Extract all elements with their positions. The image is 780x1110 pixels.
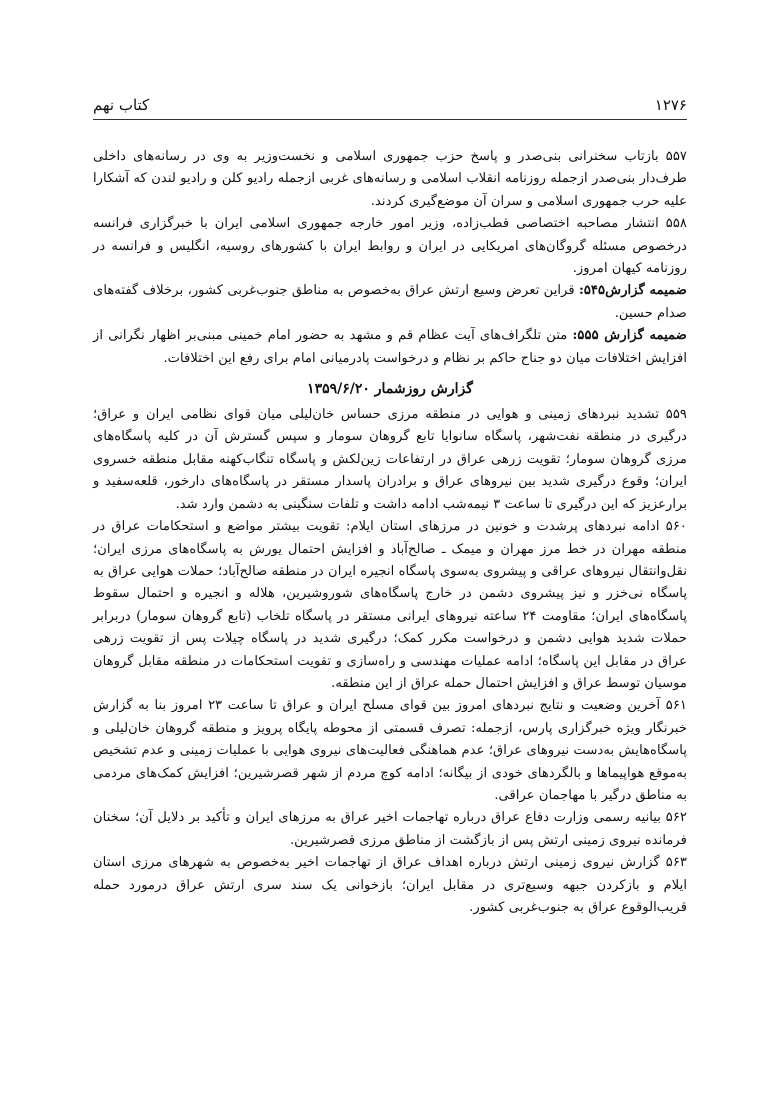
entry-text: انتشار مصاحبه اختصاصی قطب‌زاده، وزیر امور خارجه جمهوری اسلامی ایران با خبرگزاری فرانسه درخصوص مسئله گروگان‌های امریکایی در ایران و روابط ایران با کشورهای روسیه، انگلیس و فرانسه در روزنامه کیهان امروز. bbox=[93, 216, 687, 277]
list-item bbox=[93, 852, 687, 919]
annex-item bbox=[93, 325, 687, 370]
entry-number: ۵۶۲ bbox=[665, 810, 687, 826]
page-number: ۱۲۷۶ bbox=[654, 96, 687, 114]
entry-number: ۵۵۸ bbox=[665, 216, 687, 232]
annex-item bbox=[93, 280, 687, 325]
annex-text: قراین تعرض وسیع ارتش عراق به‌خصوص به مناطق جنوب‌غربی کشور، برخلاف گفته‌های صدام حسین. bbox=[93, 283, 687, 321]
entry-text: تشدید نبردهای زمینی و هوایی در منطقه مرزی حساس خان‌لیلی میان قوای نظامی ایران و عراق؛ درگیری در منطقه نفت‌شهر، پاسگاه سانوایا تابع گروهان سومار و سپس گسترش آن در کلیه پاسگاه‌های مرزی گروهان سومار؛ تقویت زرهی عراق در ارتفاعات زین‌لکش و پاسگاه تنگاب‌کهنه مقابل منطقه خسروی ایران؛ وقوع درگیری شدید بین نیروهای عراق و برادران پاسدار مستقر در پاسگاه‌های دارخور، قلعه‌سفید و برارعزیز که این درگیری تا ساعت ۳ نیمه‌شب ادامه داشت و تلفات سنگینی به دشمن وارد شد. bbox=[93, 407, 687, 512]
header-divider bbox=[93, 119, 687, 120]
section-heading: گزارش روزشمار ۱۳۵۹/۶/۲۰ bbox=[307, 381, 473, 398]
book-title: کتاب نهم bbox=[93, 96, 150, 114]
entry-number: ۵۶۱ bbox=[665, 698, 687, 714]
entry-text: آخرین وضعیت و نتایج نبردهای امروز بین قوای مسلح ایران و عراق تا ساعت ۲۳ امروز بنا به گزارش خبرنگار ویژه خبرگزاری پارس، ازجمله: تصرف قسمتی از محوطه پایگاه پرویز و منطقه گروهان خان‌لیلی و پاسگاه‌هایش به‌دست نیروهای عراق؛ عدم هماهنگی فعالیت‌های نیروی هوایی با عملیات زمینی و عدم تشخیص به‌موقع هواپیماها و بالگردهای خودی از بیگانه؛ ادامه کوچ مردم از شهر قصرشیرین؛ افزایش کمک‌های مردمی به مناطق درگیر با مهاجمان عراقی. bbox=[93, 698, 687, 803]
list-item bbox=[93, 695, 687, 807]
annex-text: متن تلگراف‌های آیت عظام قم و مشهد به حضور امام خمینی مبنی‌بر اظهار نگرانی از افزایش اختلافات میان دو جناح حاکم بر نظام و درخواست پادرمیانی امام برای رفع این اختلافات. bbox=[93, 328, 687, 366]
entry-text: بیانیه رسمی وزارت دفاع عراق درباره تهاجمات اخیر عراق به مرزهای ایران و تأکید بر دلایل آن؛ سخنان فرمانده نیروی زمینی ارتش پس از بازگشت از مناطق مرزی قصرشیرین. bbox=[93, 810, 687, 848]
entry-number: ۵۵۷ bbox=[665, 149, 688, 164]
list-item bbox=[93, 807, 687, 852]
page-body bbox=[93, 146, 687, 919]
annex-label: ضمیمه گزارش ۵۵۵: bbox=[572, 328, 687, 344]
list-item bbox=[93, 404, 687, 516]
annex-label: ضمیمه گزارش۵۴۵: bbox=[578, 283, 687, 299]
entry-text: ادامه نبردهای پرشدت و خونین در مرزهای استان ایلام: تقویت بیشتر مواضع و استحکامات عراق در منطقه مهران در خط مرز مهران و میمک ـ صالح‌آباد و افزایش احتمال یورش به پاسگاه‌های مرزی ایران؛ نقل‌وانتقال نیروهای عراقی و پیشروی به‌سوی پاسگاه انجیره ایران در منطقه صالح‌آباد؛ حملات هوایی عراق به پاسگاه نی‌خزر و نیز پیشروی دشمن در خارج پاسگاه‌های شوروشیرین، هلاله و انجیره و احتمال سقوط پاسگاه‌های ایران؛ مقاومت ۲۴ ساعته نیروهای ایرانی مستقر در پاسگاه تلخاب (تابع گروهان سومار) دربرابر حملات شدید هوایی دشمن و درخواست مکرر کمک؛ درگیری شدید در پاسگاه چیلات پس از تقویت زرهی عراق در مقابل این پاسگاه؛ ادامه عملیات مهندسی و راه‌سازی و تقویت استحکامات در منطقه مقابل گروهان موسیان توسط عراق و افزایش احتمال حمله عراق از این منطقه. bbox=[93, 519, 687, 691]
list-item bbox=[93, 516, 687, 695]
entry-text: گزارش نیروی زمینی ارتش درباره اهداف عراق از تهاجمات اخیر به‌خصوص به شهرهای مرزی استان ایلام و بازکردن جبهه وسیع‌تری در مقابل ایران؛ بازخوانی یک سند سری ارتش عراق درمورد حمله قریب‌الوقوع عراق به جنوب‌غربی کشور. bbox=[93, 855, 687, 915]
entry-number: ۵۵۹ bbox=[665, 407, 687, 423]
entry-number: ۵۶۰ bbox=[665, 519, 687, 535]
list-item bbox=[93, 146, 687, 213]
entry-text: بازتاب سخنرانی بنی‌صدر و پاسخ حزب جمهوری اسلامی و نخست‌وزیر به وی در رسانه‌های داخلی طرف‌دار بنی‌صدر ازجمله روزنامه انقلاب اسلامی و رسانه‌های غربی ازجمله رادیو کلن و رادیو لندن که آشکارا علیه حرب جمهوری اسلامی و سران آن موضع‌گیری کردند. bbox=[93, 149, 687, 209]
list-item bbox=[93, 213, 687, 280]
entry-number: ۵۶۳ bbox=[665, 855, 687, 871]
page-header bbox=[93, 92, 687, 114]
